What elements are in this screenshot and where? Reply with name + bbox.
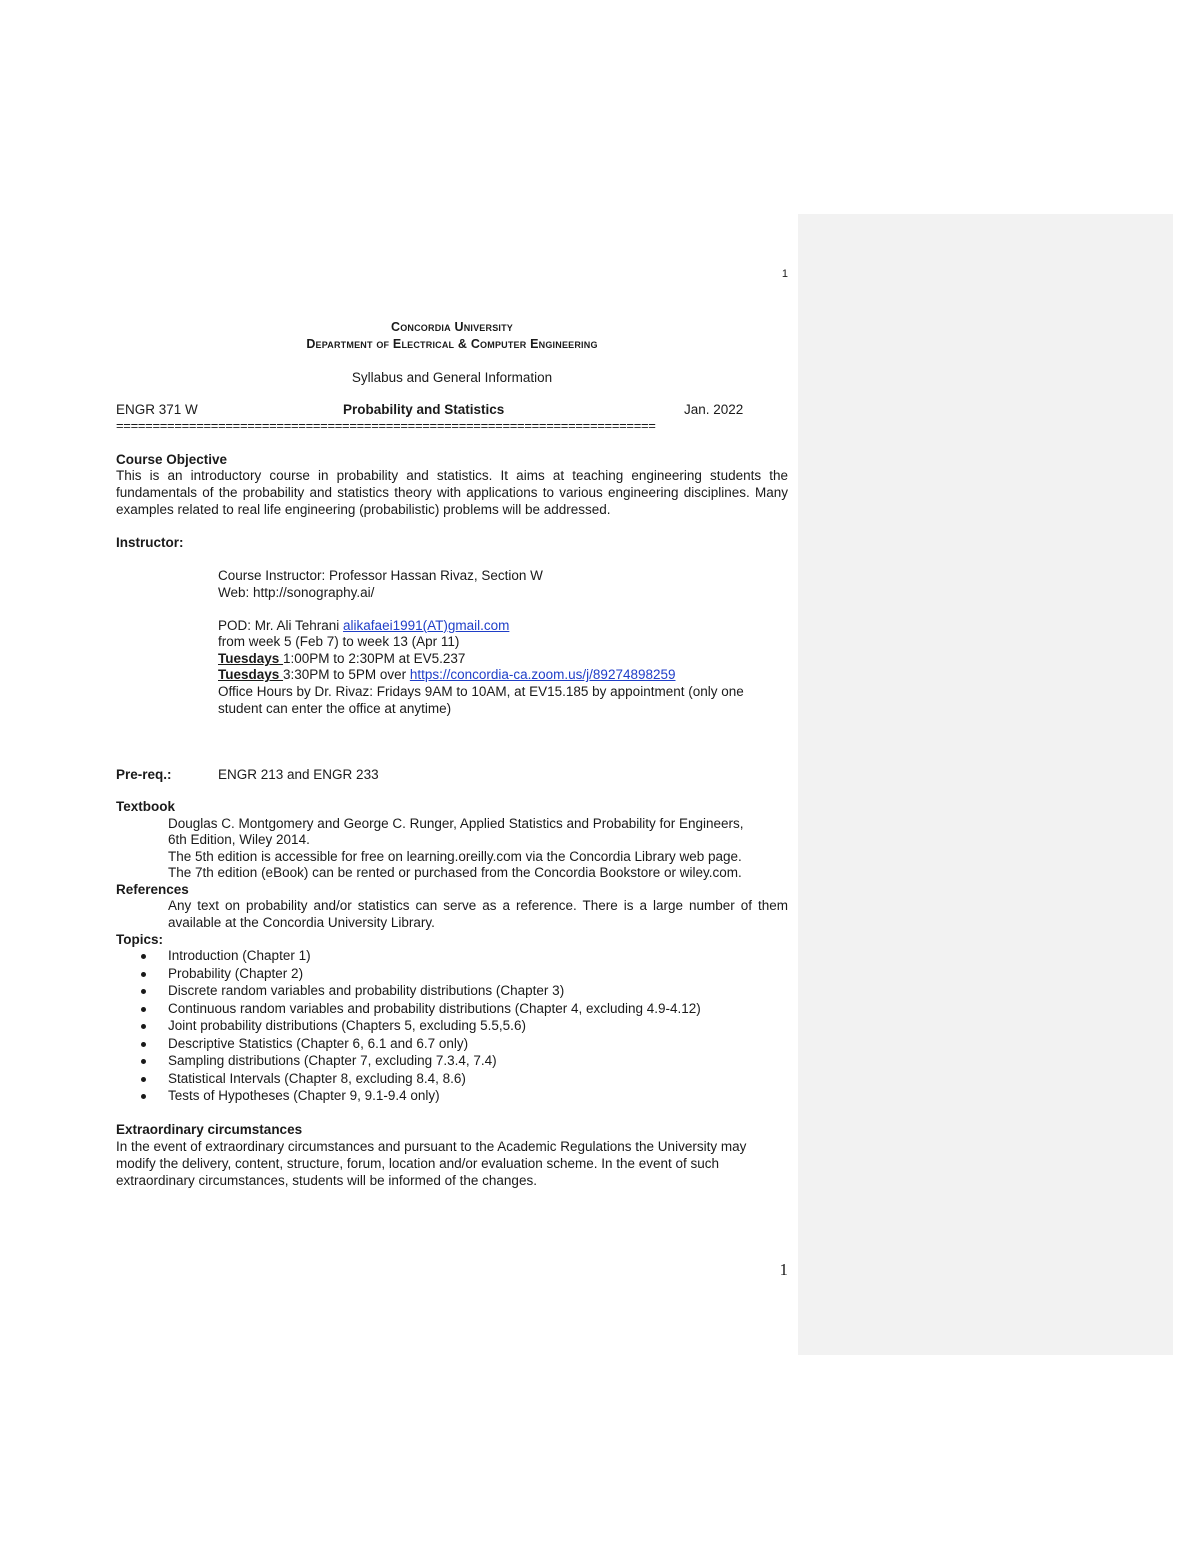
tuesday-label: Tuesdays [218,651,284,666]
comment-margin-pane [798,214,1173,1355]
list-item [116,1036,701,1054]
references-text: Any text on probability and/or statistics can serve as a reference. There is a large number of them available at the Concordia University Library. [168,898,788,930]
bullet-icon [141,1094,146,1099]
tuesday-session-2-text: 3:30PM to 5PM over [283,667,410,682]
references-heading: References [116,882,189,897]
bullet-icon [141,1059,146,1064]
list-item [116,1018,701,1036]
list-item [116,1071,701,1089]
bullet-icon [141,1042,146,1047]
divider-rule: ========================================================================== [116,418,656,433]
topic-text: Probability (Chapter 2) [168,965,304,981]
course-title: Probability and Statistics [343,402,505,417]
course-code: ENGR 371 W [116,402,198,417]
extraordinary-heading: Extraordinary circumstances [116,1122,303,1137]
topic-text: Discrete random variables and probability distributions (Chapter 3) [168,983,565,998]
pod-email-link[interactable]: alikafaei1991(AT)gmail.com [343,618,510,633]
textbook-line-1: Douglas C. Montgomery and George C. Runger, Applied Statistics and Probability for Engineers, [168,816,744,831]
list-item [116,1053,701,1071]
extraordinary-text: In the event of extraordinary circumstances and pursuant to the Academic Regulations the University may modify the delivery, content, structure, forum, location and/or evaluation scheme. In the event of such extraordinary circumstances, students will be informed of the changes. [116,1139,747,1188]
bullet-icon [141,972,146,977]
topic-text: Joint probability distributions (Chapters 5, excluding 5.5,5.6) [168,1018,526,1033]
bullet-icon [141,954,146,959]
textbook-line-3: The 5th edition is accessible for free on learning.oreilly.com via the Concordia Library web page. [168,849,742,864]
textbook-heading: Textbook [116,799,176,814]
bullet-icon [141,1007,146,1012]
topic-text: Sampling distributions (Chapter 7, excluding 7.3.4, 7.4) [168,1053,497,1068]
topics-heading: Topics: [116,932,163,947]
textbook-line-4: The 7th edition (eBook) can be rented or purchased from the Concordia Bookstore or wiley.com. [168,865,742,880]
list-item [116,948,701,966]
topic-text: Statistical Intervals (Chapter 8, excluding 8.4, 8.6) [168,1070,466,1086]
tuesday-session-1-text: 1:00PM to 2:30PM at EV5.237 [283,651,466,666]
topic-text: Introduction (Chapter 1) [168,948,311,963]
list-item [116,983,701,1001]
instructor-heading: Instructor: [116,535,184,550]
zoom-link[interactable]: https://concordia-ca.zoom.us/j/89274898259 [409,667,676,682]
list-item [116,966,701,984]
header-page-number: 1 [781,268,788,280]
objective-text: This is an introductory course in probability and statistics. It aims at teaching engineering students the fundamentals of the probability and statistics theory with applications to various engineering disciplines. Many examples related to real life engineering (probabilistic) problems will be addressed. [116,468,788,517]
office-hours-line-2: student can enter the office at anytime) [218,701,452,716]
prereq-label: Pre-req.: [116,767,172,782]
tuesday-label: Tuesdays [218,667,284,682]
course-instructor: Course Instructor: Professor Hassan Rivaz, Section W [218,568,543,583]
objective-heading: Course Objective [116,452,228,467]
bullet-icon [141,1024,146,1029]
footer-page-number: 1 [779,1260,788,1279]
tuesday-session-1 [218,651,465,668]
textbook-line-2: 6th Edition, Wiley 2014. [168,832,310,847]
tuesday-session-2 [218,667,676,684]
document-title: Syllabus and General Information [351,370,553,385]
instructor-web: Web: http://sonography.ai/ [218,585,375,600]
pod-line [218,618,509,635]
course-date: Jan. 2022 [684,402,744,417]
topic-text: Continuous random variables and probability distributions (Chapter 4, excluding 4.9-4.12) [168,1000,701,1016]
prereq-value: ENGR 213 and ENGR 233 [218,767,379,782]
university-name: Concordia University [390,320,514,334]
department-name: Department of Electrical & Computer Engineering [306,337,598,351]
office-hours-line-1: Office Hours by Dr. Rivaz: Fridays 9AM to 10AM, at EV15.185 by appointment (only one [218,684,744,699]
pod-label: POD: Mr. Ali Tehrani [218,618,344,633]
bullet-icon [141,1077,146,1082]
pod-schedule: from week 5 (Feb 7) to week 13 (Apr 11) [218,634,460,649]
list-item [116,1001,701,1019]
topic-text: Descriptive Statistics (Chapter 6, 6.1 and 6.7 only) [168,1035,469,1051]
list-item [116,1088,701,1106]
topics-list [116,948,701,1106]
topic-text: Tests of Hypotheses (Chapter 9, 9.1-9.4 only) [168,1088,440,1103]
bullet-icon [141,989,146,994]
